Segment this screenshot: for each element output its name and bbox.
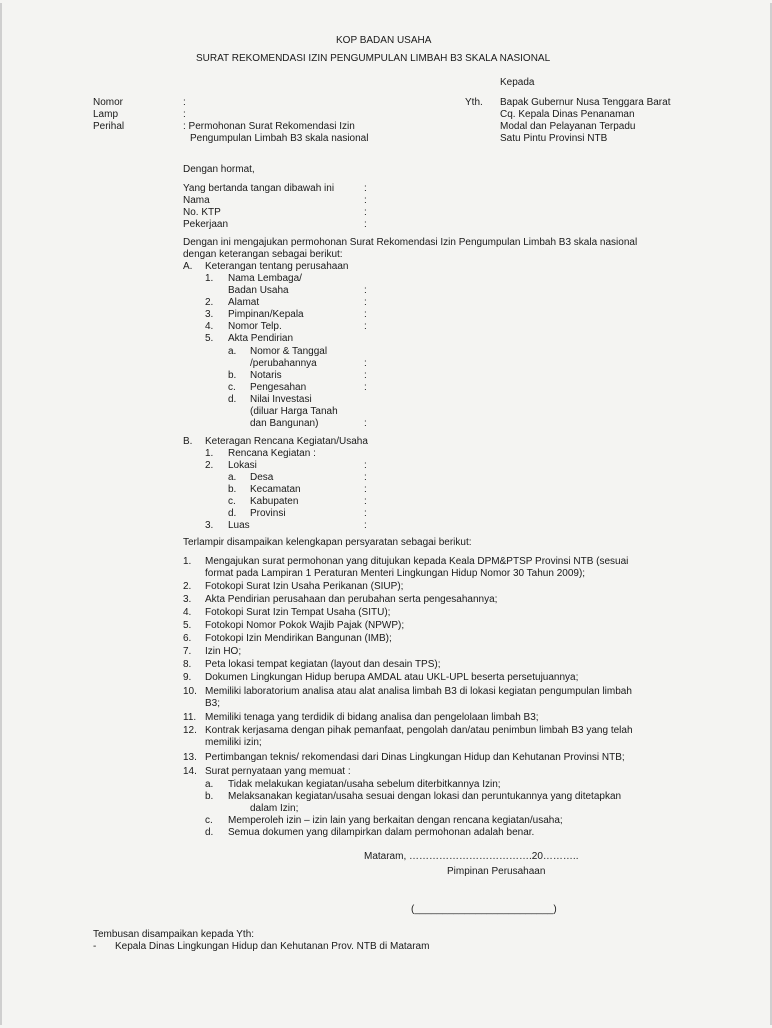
field-colon: :	[364, 472, 367, 483]
list-item: Badan Usaha	[228, 285, 289, 296]
list-number: 3.	[205, 520, 214, 531]
attachment-number: 7.	[183, 646, 192, 657]
list-number: 2.	[205, 297, 214, 308]
field-colon: :	[364, 207, 367, 218]
scan-left-border	[0, 3, 2, 1025]
cc-item: Kepala Dinas Lingkungan Hidup dan Kehutanan Prov. NTB di Mataram	[115, 941, 430, 952]
field-colon: :	[364, 195, 367, 206]
attachment-number: 8.	[183, 659, 192, 670]
attachment-number: 5.	[183, 620, 192, 631]
attachment-item: Fotokopi Surat Izin Usaha Perikanan (SIUP);	[205, 581, 404, 592]
section-b-title: Keteragan Rencana Kegiatan/Usaha	[205, 436, 368, 447]
signer-intro: Yang bertanda tangan dibawah ini	[183, 183, 335, 194]
attachment-number: 6.	[183, 633, 192, 644]
sub-list-letter: a.	[228, 346, 237, 357]
sub-list-letter: a.	[228, 472, 237, 483]
sub-list-item: dalam Izin;	[250, 803, 299, 814]
sub-list-item: Melaksanakan kegiatan/usaha sesuai dengan lokasi dan peruntukannya yang ditetapkan	[228, 791, 622, 802]
field-colon: :	[364, 496, 367, 507]
cc-title: Tembusan disampaikan kepada Yth:	[93, 929, 255, 940]
list-item: Akta Pendirian	[228, 333, 294, 344]
attachment-item: Pertimbangan teknis/ rekomendasi dari Dinas Lingkungan Hidup dan Kehutanan Provinsi NTB;	[205, 752, 625, 763]
section-a-mark: A.	[183, 261, 193, 272]
signer-title: Pimpinan Perusahaan	[447, 866, 546, 877]
list-number: 1.	[205, 273, 214, 284]
attachment-item: Kontrak kerjasama dengan pihak pemanfaat, pengolah dan/atau penimbun limbah B3 yang telah	[205, 725, 633, 736]
recipient-line: Modal dan Pelayanan Terpadu	[500, 121, 636, 132]
field-colon: :	[364, 370, 367, 381]
attachment-number: 9.	[183, 672, 192, 683]
list-number: 5.	[205, 333, 214, 344]
greeting: Dengan hormat,	[183, 164, 255, 175]
kepada-label: Kepada	[500, 77, 535, 88]
field-colon: :	[364, 460, 367, 471]
ktp-label: No. KTP	[183, 207, 221, 218]
nomor-colon: :	[183, 97, 186, 108]
attachment-item: Memiliki tenaga yang terdidik di bidang analisa dan pengelolaan limbah B3;	[205, 712, 539, 723]
sub-list-item: Notaris	[250, 370, 282, 381]
sub-list-letter: d.	[228, 508, 237, 519]
attachment-item: B3;	[205, 698, 221, 709]
perihal-value: Pengumpulan Limbah B3 skala nasional	[190, 133, 369, 144]
field-colon: :	[364, 508, 367, 519]
attachment-number: 12.	[183, 725, 197, 736]
sub-list-item: Provinsi	[250, 508, 286, 519]
attachment-item: Fotokopi Izin Mendirikan Bangunan (IMB);	[205, 633, 392, 644]
sub-list-item: dan Bangunan)	[250, 418, 319, 429]
field-colon: :	[364, 418, 367, 429]
sub-list-item: Nomor & Tanggal	[250, 346, 328, 357]
list-item: Luas	[228, 520, 250, 531]
sub-list-item: /perubahannya	[250, 358, 317, 369]
list-item: Rencana Kegiatan :	[228, 448, 316, 459]
cc-dash: -	[93, 941, 97, 952]
attachment-number: 2.	[183, 581, 192, 592]
intro-paragraph: dengan keterangan sebagai berikut:	[183, 249, 343, 260]
lamp-colon: :	[183, 109, 186, 120]
sub-list-item: Desa	[250, 472, 274, 483]
sub-list-letter: b.	[228, 370, 237, 381]
nomor-label: Nomor	[93, 97, 124, 108]
attachment-item: Surat pernyataan yang memuat :	[205, 766, 351, 777]
attachments-intro: Terlampir disampaikan kelengkapan persyaratan sebagai berikut:	[183, 537, 472, 548]
field-colon: :	[364, 219, 367, 230]
sub-list-letter: d.	[228, 394, 237, 405]
field-colon: :	[364, 297, 367, 308]
recipient-line: Cq. Kepala Dinas Penanaman	[500, 109, 635, 120]
section-b-mark: B.	[183, 436, 193, 447]
attachment-number: 1.	[183, 556, 192, 567]
sub-list-item: Memperoleh izin – izin lain yang berkaitan dengan rencana kegiatan/usaha;	[228, 815, 563, 826]
attachment-item: Mengajukan surat permohonan yang ditujukan kepada Keala DPM&PTSP Provinsi NTB (sesuai	[205, 556, 629, 567]
attachment-number: 4.	[183, 607, 192, 618]
sub-list-item: Nilai Investasi	[250, 394, 312, 405]
attachment-item: Memiliki laboratorium analisa atau alat analisa limbah B3 di lokasi kegiatan pengumpulan limbah	[205, 686, 632, 697]
perihal-label: Perihal	[93, 121, 125, 132]
intro-paragraph: Dengan ini mengajukan permohonan Surat Rekomendasi Izin Pengumpulan Limbah B3 skala nasional	[183, 237, 638, 248]
list-item: Alamat	[228, 297, 260, 308]
recipient-line: Bapak Gubernur Nusa Tenggara Barat	[500, 97, 671, 108]
attachment-item: Dokumen Lingkungan Hidup berupa AMDAL atau UKL-UPL beserta persetujuannya;	[205, 672, 579, 683]
attachment-item: Fotokopi Surat Izin Tempat Usaha (SITU);	[205, 607, 391, 618]
attachment-item: Peta lokasi tempat kegiatan (layout dan desain TPS);	[205, 659, 441, 670]
attachment-item: Fotokopi Nomor Pokok Wajib Pajak (NPWP);	[205, 620, 405, 631]
list-item: Pimpinan/Kepala	[228, 309, 304, 320]
attachment-item: memiliki izin;	[205, 737, 262, 748]
attachment-number: 11.	[183, 712, 197, 723]
pekerjaan-label: Pekerjaan	[183, 219, 229, 230]
field-colon: :	[364, 285, 367, 296]
list-number: 3.	[205, 309, 214, 320]
lamp-label: Lamp	[93, 109, 119, 120]
field-colon: :	[364, 520, 367, 531]
attachment-item: format pada Lampiran 1 Peraturan Menteri Lingkungan Hidup Nomor 30 Tahun 2009);	[205, 568, 586, 579]
sub-list-letter: a.	[205, 779, 214, 790]
letterhead-placeholder: KOP BADAN USAHA	[336, 35, 432, 46]
attachment-item: Akta Pendirian perusahaan dan perubahan serta pengesahannya;	[205, 594, 498, 605]
signature-line: (_________________________)	[411, 904, 557, 915]
sub-list-item: Tidak melakukan kegiatan/usaha sebelum diterbitkannya Izin;	[228, 779, 501, 790]
field-colon: :	[364, 321, 367, 332]
field-colon: :	[364, 484, 367, 495]
place-date: Mataram, ……………………………….20………..	[364, 851, 579, 862]
list-item: Nomor Telp.	[228, 321, 282, 332]
sub-list-item: Kecamatan	[250, 484, 301, 495]
attachment-number: 14.	[183, 766, 197, 777]
list-number: 4.	[205, 321, 214, 332]
sub-list-letter: b.	[205, 791, 214, 802]
sub-list-letter: b.	[228, 484, 237, 495]
list-number: 2.	[205, 460, 214, 471]
perihal-value: : Permohonan Surat Rekomendasi Izin	[183, 121, 355, 132]
field-colon: :	[364, 183, 367, 194]
field-colon: :	[364, 309, 367, 320]
sub-list-letter: c.	[228, 496, 236, 507]
sub-list-letter: c.	[228, 382, 236, 393]
list-number: 1.	[205, 448, 214, 459]
sub-list-item: Kabupaten	[250, 496, 299, 507]
field-colon: :	[364, 382, 367, 393]
sub-list-letter: d.	[205, 827, 214, 838]
field-colon: :	[364, 358, 367, 369]
sub-list-letter: c.	[205, 815, 213, 826]
sub-list-item: Pengesahan	[250, 382, 307, 393]
nama-label: Nama	[183, 195, 210, 206]
attachment-number: 10.	[183, 686, 197, 697]
attachment-number: 13.	[183, 752, 197, 763]
attachment-number: 3.	[183, 594, 192, 605]
list-item: Lokasi	[228, 460, 257, 471]
attachment-item: Izin HO;	[205, 646, 242, 657]
sub-list-item: Semua dokumen yang dilampirkan dalam permohonan adalah benar.	[228, 827, 535, 838]
sub-list-item: (diluar Harga Tanah	[250, 406, 338, 417]
section-a-title: Keterangan tentang perusahaan	[205, 261, 349, 272]
recipient-line: Satu Pintu Provinsi NTB	[500, 133, 608, 144]
yth-label: Yth.	[465, 97, 483, 108]
document-title: SURAT REKOMENDASI IZIN PENGUMPULAN LIMBAH B3 SKALA NASIONAL	[196, 53, 551, 64]
list-item: Nama Lembaga/	[228, 273, 302, 284]
